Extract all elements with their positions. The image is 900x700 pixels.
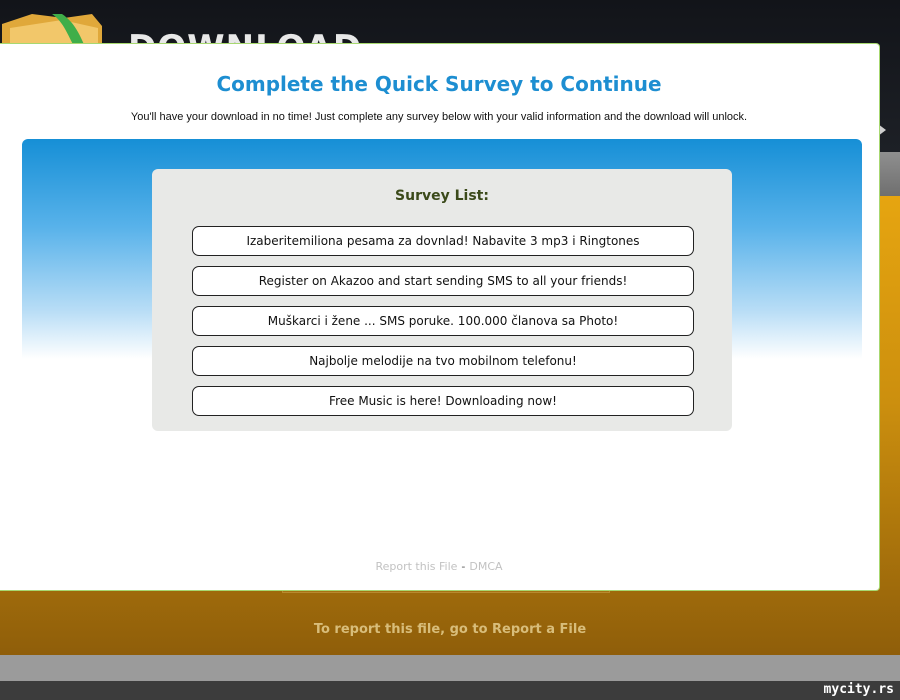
- report-file-text[interactable]: To report this file, go to Report a File: [313, 622, 587, 637]
- modal-title: Complete the Quick Survey to Continue: [216, 72, 662, 96]
- dmca-link[interactable]: DMCA: [469, 560, 503, 573]
- report-file-link[interactable]: Report this File: [375, 560, 458, 573]
- survey-offer-button[interactable]: Najbolje melodije na tvo mobilnom telefonu!: [192, 346, 694, 376]
- modal-subtitle: You'll have your download in no time! Just complete any survey below with your valid information and the download will unlock.: [130, 111, 748, 123]
- survey-list-card: [152, 169, 732, 431]
- site-footer-band: [0, 655, 900, 681]
- survey-offer-button[interactable]: Muškarci i žene ... SMS poruke. 100.000 članova sa Photo!: [192, 306, 694, 336]
- modal-footer: [0, 560, 878, 573]
- survey-modal: [0, 43, 880, 591]
- watermark: mycity.rs: [823, 682, 894, 697]
- survey-offer-button[interactable]: Izaberitemiliona pesama za dovnlad! Nabavite 3 mp3 i Ringtones: [192, 226, 694, 256]
- survey-list-title: Survey List:: [395, 188, 489, 204]
- site-footer-bar: [0, 681, 900, 700]
- survey-offer-button[interactable]: Register on Akazoo and start sending SMS to all your friends!: [192, 266, 694, 296]
- survey-list: [192, 226, 694, 426]
- footer-separator: -: [461, 560, 466, 573]
- survey-offer-button[interactable]: Free Music is here! Downloading now!: [192, 386, 694, 416]
